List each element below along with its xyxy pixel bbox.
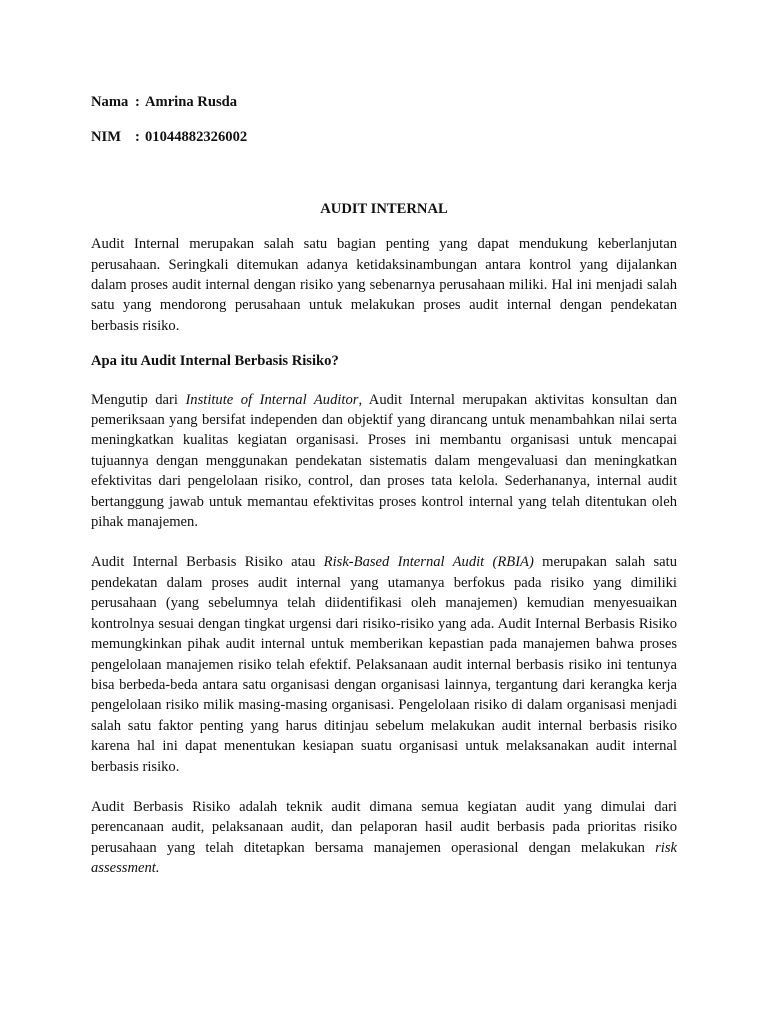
rbia-prefix: Audit Internal Berbasis Risiko atau xyxy=(91,554,324,571)
risk-audit-body: Audit Berbasis Risiko adalah teknik audit dimana semua kegiatan audit yang dimulai dari perencanaan audit, pelaksanaan audit, dan pelaporan hasil audit berbasis pada prioritas risiko perusahaan yang telah ditetapkan bersama manajemen operasional dengan melakukan xyxy=(91,798,677,856)
definition-prefix: Mengutip dari xyxy=(91,391,186,408)
document-page xyxy=(91,92,677,879)
rbia-body: merupakan salah satu pendekatan dalam proses audit internal yang utamanya berfokus pada risiko yang dimiliki perusahaan (yang sebelumnya telah diidentifikasi oleh manajemen) kemudian menyesuaikan kontrolnya sesuai dengan tingkat urgensi dari risiko-risiko yang ada. Audit Internal Berbasis Risiko memungkinkan pihak audit internal untuk memberikan kepastian pada manajemen bahwa proses pengelolaan manajemen risiko telah efektif. Pelaksanaan audit internal berbasis risiko ini tentunya bisa berbeda-beda antara satu organisasi dengan organisasi lainnya, tergantung dari kerangka kerja pengelolaan risiko milik masing-masing organisasi. Pengelolaan risiko di dalam organisasi menjadi salah satu faktor penting yang harus ditinjau sebelum melakukan audit internal berbasis risiko karena hal ini dapat menentukan kesiapan suatu organisasi untuk melaksanakan audit internal berbasis risiko. xyxy=(91,554,677,775)
section-heading: Apa itu Audit Internal Berbasis Risiko? xyxy=(91,353,339,370)
student-name: Amrina Rusda xyxy=(145,94,238,110)
student-name-row xyxy=(91,92,677,112)
nim-label: NIM xyxy=(91,129,121,145)
name-separator: : xyxy=(135,94,140,110)
risk-audit-paragraph xyxy=(91,797,677,879)
rbia-paragraph xyxy=(91,552,677,776)
nim-separator: : xyxy=(135,129,140,145)
name-label: Nama xyxy=(91,94,129,110)
student-nim: 01044882326002 xyxy=(145,129,248,145)
intro-paragraph: Audit Internal merupakan salah satu bagian penting yang dapat mendukung keberlanjutan perusahaan. Seringkali ditemukan adanya ketidaksinambungan antara kontrol yang dijalankan dalam proses audit internal dengan risiko yang sebenarnya perusahaan miliki. Hal ini menjadi salah satu yang mendorong perusahaan untuk melakukan proses audit internal dengan pendekatan berbasis risiko. xyxy=(91,236,677,334)
risk-assessment-term: risk assessment. xyxy=(91,839,677,877)
student-nim-row xyxy=(91,127,677,147)
definition-source: Institute of Internal Auditor xyxy=(185,391,359,408)
document-title: AUDIT INTERNAL xyxy=(320,201,448,218)
rbia-term: Risk-Based Internal Audit (RBIA) xyxy=(323,554,534,571)
definition-paragraph xyxy=(91,390,677,533)
definition-body: , Audit Internal merupakan aktivitas konsultan dan pemeriksaan yang bersifat independen dan objektif yang dirancang untuk menambahkan nilai serta meningkatkan kualitas kegiatan organisasi. Proses ini membantu organisasi untuk mencapai tujuannya dengan menggunakan pendekatan sistematis dalam mengevaluasi dan meningkatkan efektivitas dari pengelolaan risiko, control, dan proses tata kelola. Sederhananya, internal audit bertanggung jawab untuk memantau efektivitas proses kontrol internal yang telah ditentukan oleh pihak manajemen. xyxy=(91,391,677,531)
